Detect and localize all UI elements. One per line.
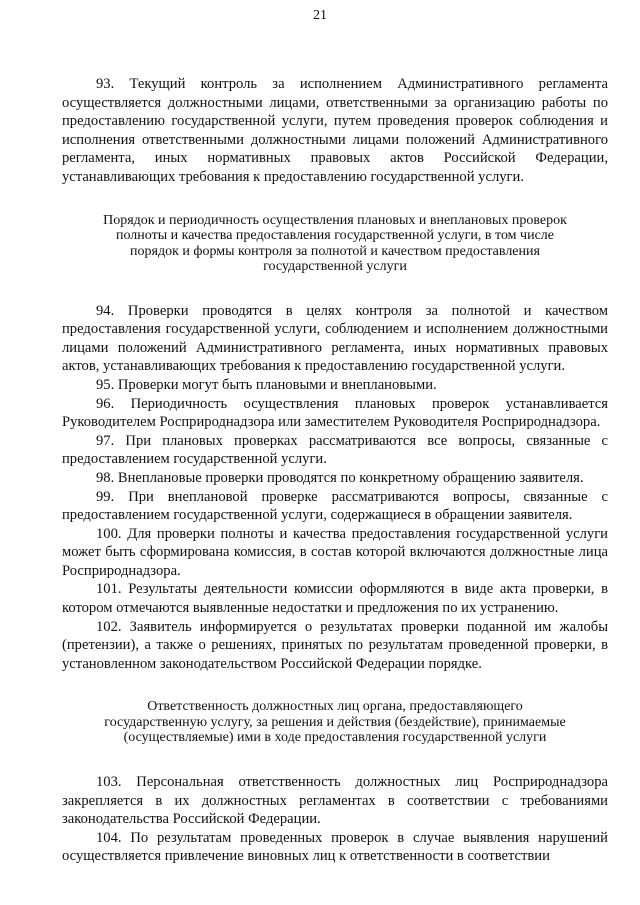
- paragraph-101: 101. Результаты деятельности комиссии оформляются в виде акта проверки, в котором отмечаются выявленные недостатки и предложения по их устранению.: [62, 581, 608, 617]
- paragraph-104: 104. По результатам проведенных проверок в случае выявления нарушений осуществляется привлечение виновных лиц к ответственности в соответствии: [62, 829, 608, 865]
- paragraph-98: 98. Внеплановые проверки проводятся по конкретному обращению заявителя.: [96, 469, 584, 486]
- paragraph-97: 97. При плановых проверках рассматриваются все вопросы, связанные с предоставлением государственной услуги.: [62, 432, 608, 468]
- paragraph-100: 100. Для проверки полноты и качества предоставления государственной услуги может быть сформирована комиссия, в состав которой включаются должностные лица Росприроднадзора.: [62, 525, 608, 579]
- paragraph-103: 103. Персональная ответственность должностных лиц Росприроднадзора закрепляется в их должностных регламентах в соответствии с требованиями законодательства Российской Федерации.: [62, 773, 608, 828]
- paragraph-99: 99. При внеплановой проверке рассматриваются вопросы, связанные с предоставлением государственной услуги, содержащиеся в обращении заявителя.: [62, 488, 608, 524]
- paragraph-93: 93. Текущий контроль за исполнением Административного регламента осуществляется должностными лицами, ответственными за организацию работы по предоставлению государственной услуги, путем проведения проверок соблюдения и исполнения ответственными должностными лицами положений Административного регламента, иных нормативных правовых актов Российской Федерации, устанавливающих требования к предоставлению государственной услуги.: [62, 76, 608, 185]
- page-number: 21: [313, 8, 327, 23]
- paragraph-95: 95. Проверки могут быть плановыми и внеплановыми.: [96, 376, 437, 393]
- section-heading-official-responsibility: Ответственность должностных лиц органа, предоставляющего государственную услугу, за решения и действия (бездействие), принимаемые (осуществляемые) ими в ходе предоставления государственной услуги: [104, 699, 566, 746]
- paragraph-94: 94. Проверки проводятся в целях контроля за полнотой и качеством предоставления государственной услуги, соблюдением и исполнением должностными лицами положений Административного регламента, иных нормативных правовых актов, устанавливающих требования к предоставлению государственной услуги.: [62, 302, 608, 375]
- paragraph-102: 102. Заявитель информируется о результатах проверки поданной им жалобы (претензии), а также о решениях, принятых по результатам проведенной проверки, в установленном законодательством Российской Федерации порядке.: [62, 618, 608, 672]
- document-body: [62, 75, 608, 866]
- section-heading-inspection-procedure: Порядок и периодичность осуществления плановых и внеплановых проверок полноты и качества предоставления государственной услуги, в том числе порядок и формы контроля за полнотой и качеством предоставления государственной услуги: [103, 212, 567, 275]
- paragraph-96: 96. Периодичность осуществления плановых проверок устанавливается Руководителем Росприроднадзора или заместителем Руководителя Росприроднадзора.: [62, 395, 608, 431]
